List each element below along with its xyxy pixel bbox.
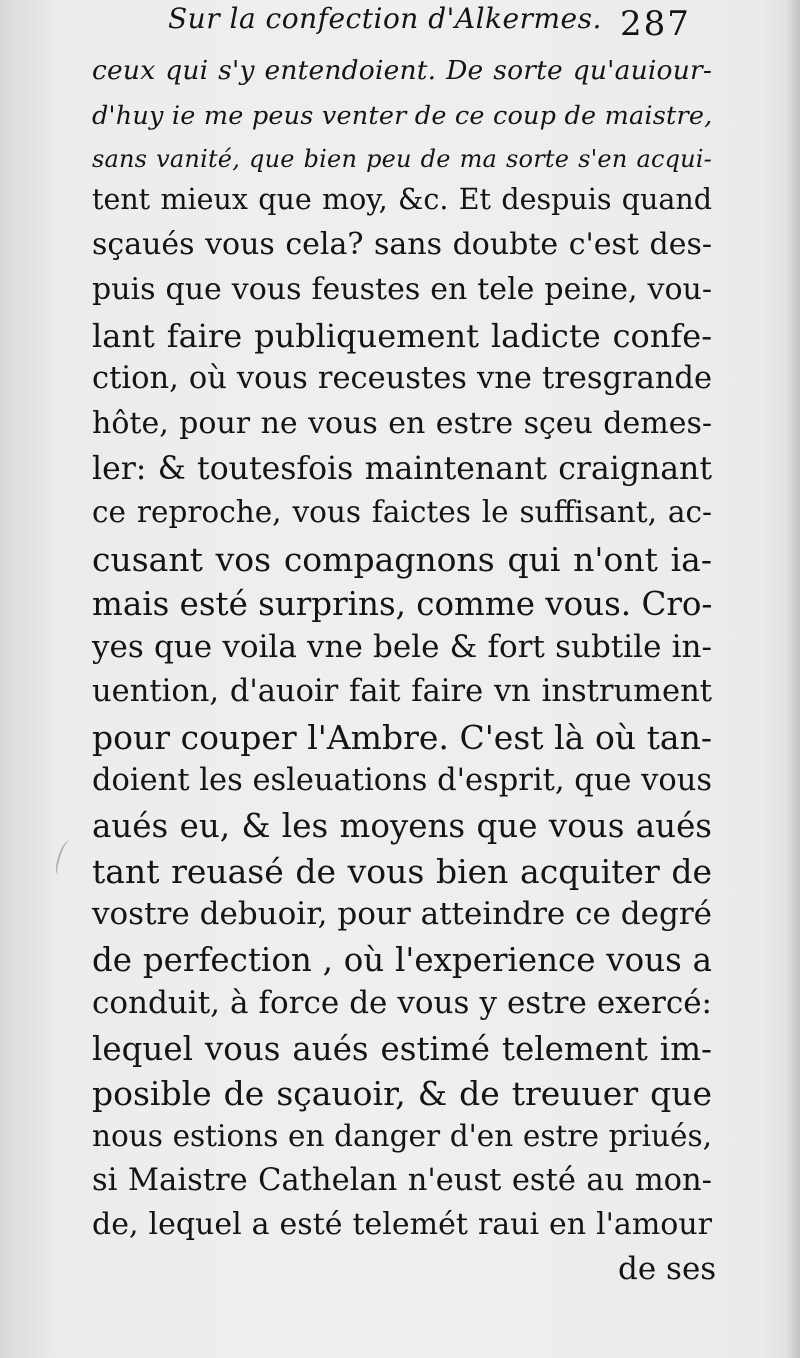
text-line: hôte, pour ne vous en estre sçeu demes- (92, 406, 712, 441)
text-line: yes que voila vne bele & fort subtile in- (92, 629, 712, 665)
page-number: 287 (620, 4, 691, 44)
text-line: nous estions en danger d'en estre priués, (92, 1119, 712, 1153)
text-line: de, lequel a esté telemét raui en l'amour (92, 1207, 712, 1242)
text-line: sçaués vous cela? sans doubte c'est des- (92, 227, 712, 262)
text-line: sans vanité, que bien peu de ma sorte s'en acqui- (92, 145, 712, 173)
text-line: vostre debuoir, pour atteindre ce degré (92, 896, 712, 932)
running-head: Sur la confection d'Alkermes. (168, 2, 602, 35)
text-line: lant faire publiquement ladicte confe- (92, 317, 712, 355)
text-line: puis que vous feustes en tele peine, vou- (92, 272, 712, 307)
text-line: ction, où vous receustes vne tresgrande (92, 361, 712, 396)
text-line: lequel vous aués estimé telement im- (92, 1030, 712, 1068)
text-line: ceux qui s'y entendoient. De sorte qu'auiour- (92, 55, 712, 86)
text-line: tant reuasé de vous bien acquiter de (92, 852, 712, 891)
text-line: pour couper l'Ambre. C'est là où tan- (92, 718, 712, 757)
text-line: mais esté surprins, comme vous. Cro- (92, 585, 713, 623)
text-line: cusant vos compagnons qui n'ont ia- (92, 540, 712, 579)
text-line: ce reproche, vous faictes le suffisant, ac- (92, 495, 712, 529)
text-line: aués eu, & les moyens que vous aués (92, 807, 712, 845)
text-line: doient les esleuations d'esprit, que vous (92, 763, 713, 798)
page-edge-shadow (786, 0, 800, 1358)
text-line: tent mieux que moy, &c. Et despuis quand (92, 183, 712, 216)
text-line: si Maistre Cathelan n'eust esté au mon- (92, 1163, 712, 1198)
catchword: de ses (618, 1251, 717, 1287)
text-line: posible de sçauoir, & de treuuer que (92, 1074, 712, 1113)
text-line: conduit, à force de vous y estre exercé: (92, 985, 712, 1021)
text-line: de perfection , où l'experience vous a (92, 941, 712, 979)
text-line: uention, d'auoir fait faire vn instrument (92, 674, 712, 709)
text-line: ler: & toutesfois maintenant craignant (92, 451, 712, 487)
text-line: d'huy ie me peus venter de ce coup de maistre, (92, 101, 713, 131)
margin-mark (53, 839, 76, 877)
